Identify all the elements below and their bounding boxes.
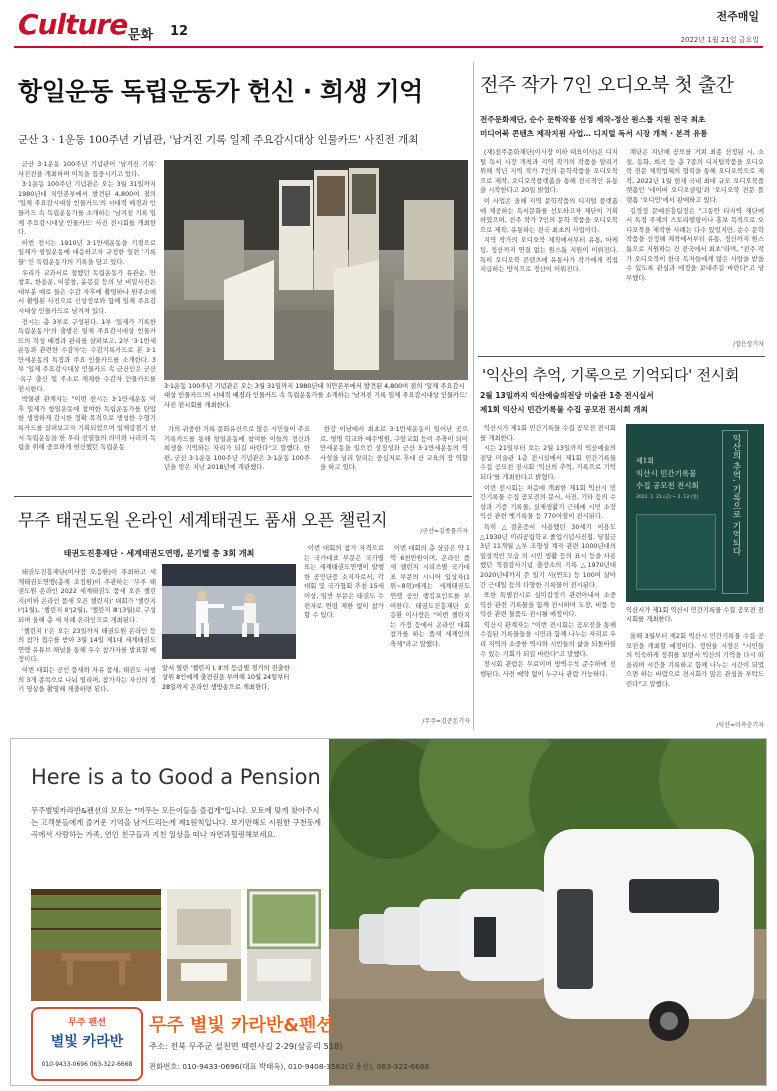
poster-line-3: 수집 공모전 전시회 <box>636 481 699 490</box>
exhibition-illustration <box>164 160 468 380</box>
article-col-1 <box>18 568 156 728</box>
photo-caption: 3·1운동 100주년 기념관은 오는 3월 31일까지 1980년대 치안본부에서 발견된 4,800여 점의 '일제 주요감시대상 인물카드'의 시대적 배경과 인물카드 속 독립운동가를 소개하는 '남겨진 기록 일제 주요감시대상 인물카드' 사진 전시회를 개최한다. <box>164 383 467 409</box>
headline: '익산의 추억, 기록으로 기억되다' 전시회 <box>482 366 740 384</box>
paragraph: 전시는 총 3부로 구성된다. 1부 '일제가 기록한 독립운동가'의 출발은 일제 주요감시대상 인물카드의 작성 배경과 관리를 살펴보고, 2부 '3·1만세운동과 관련한 수감자'는 수감기록카드로 본 3·1만세운동의 특징과 주요 인물카드를 소개한다. 3부 '일제 주요감시대상 인물카드 속 군산인은 군산·옥구 출신 및 주소로 게재한 수감자 인물카드를 전시한다. <box>18 317 156 393</box>
byline: /익산=이측춘기자 <box>716 722 764 729</box>
article-col-1 <box>480 148 618 348</box>
page-number: 12 <box>170 24 189 39</box>
subhead: 군산 3 · 1운동 100주년 기념관, '남겨진 기록 일제 주요감시대상 인물카드' 사진전 개최 <box>18 134 419 146</box>
logo-main-text: 별빛 카라반 <box>50 1034 124 1050</box>
paragraph: 우리가 교과서로 접했던 독립운동가 유관순, 안창호, 한용운, 이봉창, 윤봉길 등의 낮 비밀사진은 대부분 예로 들은 수감 자후에 촬영하나 원주소에서 촬영된 사진으로 신상정보와 함께 일제 주요감시대상 인물카드로 남겨져 있다. <box>18 268 156 315</box>
paragraph: 익산시 관계자는 "이번 전시회는 공모전을 통해 수집된 기록물들을 시민과 함께 나누는 자리로 우리 지역의 소중한 역사와 시민들의 삶을 되돌아볼 수 있는 기회가 되길 바란다"고 말했다. <box>480 620 616 658</box>
subhead: 2월 13일까지 익산예술의전당 미술관 1층 전시실서 <box>480 391 654 400</box>
business-name: 무주 별빛 카라반&펜션 <box>149 1015 334 1036</box>
interior-illustration-2 <box>247 889 321 1001</box>
deck-illustration <box>31 889 161 1001</box>
paragraph: 전시회 관람은 무료이며 방역수칙 준수하에 진행된다. 사전 예약 없이 누구나 관람 가능하다. <box>480 660 616 678</box>
article-taekwondo <box>14 500 472 732</box>
issue-date: 2022년 1월 21일 금요일 <box>680 36 759 44</box>
business-address: 주소: 전북 무주군 설천면 백련사길 2-29(삼공리 518) <box>149 1041 343 1051</box>
paragraph: 이번 대회는 공인 품새와 자유 품새, 태권도 시범의 3개 종목으로 나눠 열리며, 참가자는 자신의 경기 영상을 촬영해 제출하면 된다. <box>18 665 156 694</box>
headline: 전주 작가 7인 오디오북 첫 출간 <box>480 74 734 96</box>
article-col-2: 올해 3월부터 제2회 익산시 민간기록물 수집 공모전을 개최할 예정이다. 정헌율 시장은 "시민들의 익숙하게 정취를 보면서 익산의 기억을 다시 떠올리며 시간을 기록하고 함께 나누는 시간이 되었으면 하는 바람으로 전시회가 많은 관심을 부탁드린다"고 말했다. <box>626 632 764 688</box>
section-divider <box>14 496 472 497</box>
subhead: 전주문화재단, 순수 문학작품 선정 제작-정산 원스톱 지원 전국 최초 <box>480 115 706 124</box>
article-col-1 <box>18 160 156 530</box>
subhead: 태권도진흥재단 · 세계태권도연맹, 분기별 총 3회 개최 <box>63 549 255 558</box>
article-col-1 <box>480 424 616 730</box>
subhead-2: 미디어북 콘텐츠 제작지원 사업… 디지털 독서 시장 개척 · 본격 유통 <box>480 129 708 138</box>
paragraph: 재단은 지난해 공모를 거쳐 최종 선정된 시, 소설, 동화, 희곡 등 총 7종의 디지털작품을 오디오북 전문 제작업체의 협력을 통해 오디오북으로 제작, 2022년 1월 현재 국내 최대 규모 오디오북플랫폼인 '네이버 오디오클립'과 '오디오북 전문 플랫폼 '오디언'에서 판매하고 있다. <box>626 148 764 204</box>
poster-caption: 익산시가 제1회 익산시 민간기록물 수집 공모전 전시회를 개최한다. <box>626 607 764 624</box>
article-audiobook <box>478 62 765 352</box>
caravan-illustration <box>329 739 767 1086</box>
article-col-2: 이번 대회의 참가 자격으로는 국가대표 부문은 국가별 또는 세계태권도연맹이 발행한 공인단증 소지자로서, 각 대회 및 국가협회 추천 15세 이상, 일반 부문은 태권도 수련자로 연령 제한 없이 참가할 수 있다. <box>304 544 384 620</box>
paragraph: '챌린지 Ⅰ'은 오는 23일까지 태권도원 온라인 등의 참가 접수를 받아 3월 14일 제1대 세계태권도연맹 유튜브 채널을 통해 우수 참가자를 발표할 예정이다. <box>18 626 156 664</box>
byline: /무주=김준돈기자 <box>422 718 470 725</box>
interior-illustration-1 <box>167 889 241 1001</box>
subhead-2: 제1회 익산시 민간기록물 수집 공모전 전시회 개최 <box>480 405 648 414</box>
business-phones: 전화번호: 010-9433-0696(대표 박태옥), 010-9408-3582(오용선), 063-322-6668 <box>149 1062 430 1071</box>
article-col-2: 가의 귀중한 기록 문화유산으로 많은 시민들이 주요기록카드를 통해 항일운동에 참여한 이들의 정신과 희생을 기억하는 자리가 되길 바란다"고 말했다. 한편, 군산 3·1운동 100주년 기념관은 3·1운동 100주년을 맞은 지난 2018년에 개관했다. <box>164 425 310 472</box>
paragraph: 군산 3·1운동 100주년 기념관이 '남겨진 기록' 사진전을 개최하며 이목을 집중시키고 있다. <box>18 160 156 178</box>
paragraph: 특히 △결혼증서 사용했던 30세기 이용도 △1930년 이리공립학교 졸업기념사진첩, 당첨금 3년 11개월 △부 조형성 계자 관련 1000년대의 일상적인 모습 의 시민 생활 등의 표시 등을 사용했던 적절감사기념 출장소의 기록 △1970년대 2020년대까지 쓴 일기 사(연도) 등 100여 살아 간 근대일 등의 다양한 기록물이 전시된다. <box>480 522 616 589</box>
headline: 항일운동 독립운동가 헌신 · 희생 기억 <box>18 77 423 106</box>
paragraph: 박물관 관계자는 "이번 전시는 3·1만세운동 이후 일제가 항일운동에 참여한 독립운동가를 탄압한 생생하게 감시한 정확 목적으로 생성한 수형기록카드를 살펴보고자 기획되었으며 일제강점기 삼시 독립운동을 한 우리 선열들의 의미와 나라의 독립을 위해 중요하게 헌신했던 독립운동 <box>18 395 156 452</box>
pension-interior-photo-1 <box>167 889 241 1001</box>
byline: /장은상기자 <box>732 341 764 348</box>
poster-dates: 2022. 1. 21.(금) ~ 2. 13.(일) <box>636 495 699 500</box>
paragraph: 김경정 문예진흥팀장은 "그동안 타지역 재단에서 특정 주제의 스토리텔링이나 홍보 목적으로 오디오북을 제작한 사례는 다수 있었지만, 순수 문학작품을 선정해 제작에서부터 유통, 정산까지 원스톱으로 지원하는 건 전국에서 최초"라며, "전주 작가 오디오북이 한국 독자들에게 많은 사랑을 받을 수 있도록 관심과 애정을 보내주길 바란다"고 당부했다. <box>626 206 764 282</box>
poster-frame <box>722 430 748 594</box>
taekwondo-photo <box>162 564 296 659</box>
photo-caption: 앞서 열린 '챌린지 Ⅰ, Ⅱ'의 등급별 경기의 진출한 상위 8인에게 출전권을 부여해 10월 24일부터 28일까지 온라인 생방송으로 개최한다. <box>162 665 290 691</box>
headline: 무주 태권도원 온라인 세계태권도 품새 오픈 챌린지 <box>18 511 388 531</box>
article-col-3: 한강 이남에서 최초로 3·1만세운동이 일어난 곳으로, 영명 학교와 예수병원, 구암교회 등이 주축이 되어 만세운동을 일으킨 상징성과 군산 3·1만세운동의 역사성을 널리 알리는 중심지로 후대 산 교육의 장 역할을 하고 있다. <box>320 425 468 472</box>
poster-line-2: 익산시 민간기록물 <box>636 469 697 478</box>
pension-advertisement <box>10 738 767 1086</box>
poster-vertical-title: 익산의 추억, 기록으로 기억되다 <box>731 434 741 556</box>
paragraph: 이번 전시회는 처음에 개최한 제1회 익산시 민간기록물 수집 공모전의 문서, 사진, 기타 등의 수상과 기증 기록물, 실제생활기 근래에 시민 소장 익산 관련 옛기록물 등 770여점이 전시된다. <box>480 483 616 521</box>
paragraph: 3·1운동 100주년 기념관은 오는 3월 31일까지 1980년대 치안본부에서 발견된 4,800여 점의 '일제 주요감시대상 인물카드'의 시대적 배경과 인물카드 속 독립운동가를 소개하는 '남겨진 기록 일제 주요감시대상 인물카드' 사진 전시회를 개최한다. <box>18 180 156 237</box>
header-rule <box>14 46 763 48</box>
section-logo-text: Culture <box>18 8 128 41</box>
pension-interior-photo-2 <box>247 889 321 1001</box>
paragraph: 태권도진흥재단(이사장 오응환)이 주최하고 세계태권도연맹(총재 조정원)이 주관하는 '무주 태권도원 온라인 2022 세계태권도 품새 오픈 챌린지(이하 온라인 품새 오픈 챌린지)' 대회가 '챌린지 Ⅰ'(1월), '챌린지 Ⅱ'(2월), '챌린지 Ⅲ'(3월)로 구성되며 올해 총 세 차례 온라인으로 개최된다. <box>18 568 156 624</box>
exhibition-poster <box>626 424 764 602</box>
page-header <box>0 0 777 52</box>
paragraph: 지역 작가의 오디오북 제작에서부터 유통, 마케팅, 정산까지 연결 없는 원스톱 지원이 이뤄진다. 특히 오디오북 콘텐츠에 유통사가 작가에게 직접 지급하는 방식으로 정산이 이뤄진다. <box>480 236 618 274</box>
logo-top-text: 무주 펜션 <box>68 1018 106 1028</box>
article-iksan <box>478 360 765 732</box>
section-korean: 문화 <box>128 28 154 43</box>
paragraph: 시는 21일부터 오는 2월 13일까지 익산예술의전당 미술관 1층 전시실에서 제1회 민간기록물 수집 공모전 전시회 '익산의 추억, 기록으로 기억되다'를 개최한다고 밝혔다. <box>480 444 616 481</box>
pension-deck-photo <box>31 889 161 1001</box>
article-col-3: 이번 대회의 총 상금은 약 1억 6천만원이며, 온라인 품새 챌린지 시리즈별 국가대표 부문의 시니어 입상자(1위~8위)에게는 세계태권도연맹 공인 랭킹포인트를 부여한다. 태권도진흥재단 오응환 이사장은 "이번 챌린지는 가정 등에서 온라인 대회 참가를 하는 품새 세계인의 축제"라고 말했다. <box>390 544 470 648</box>
section-divider <box>478 356 765 357</box>
poster-archive-box <box>636 514 716 590</box>
taekwondo-illustration <box>162 564 296 659</box>
section-logo <box>18 8 127 41</box>
ad-body: 무주별빛카라반&펜션의 모토는 "머무는 모든이들을 즐겁게"입니다. 모토에 맞게 찾아주시는 고객분들에게 즐거운 기억을 남겨드리는게 제1원칙입니다. 보기만해도 시원한 구천동계곡에서 사랑하는 가족, 연인 친구들과 지친 일상을 떠나 자연과힐링해보세요. <box>31 806 322 839</box>
paragraph: 익산시가 제1회 민간기록물 수집 공모전 전시회를 개최한다. <box>480 424 616 442</box>
paragraph: 또한 특별전시로 심미감정기 관련아내서 소중 익산 관련 기록물을 함께 전시하며 도장, 비품 등 익산 관련 물품도 전시될 예정이다. <box>480 591 616 619</box>
column-divider <box>473 62 474 730</box>
article-col-2 <box>626 148 764 338</box>
byline: /군산=김종률기자 <box>420 528 468 535</box>
paper-name: 전주매일 <box>716 10 759 23</box>
logo-phone-text: 010-9433-0696 063-322-6668 <box>41 1061 133 1068</box>
poster-line-1: 제1회 <box>636 457 654 465</box>
paragraph: (재)전주문화재단(이사장 이하 대표이사)은 디지털 독서 시장 개척과 지역 작가의 작품을 알리기 위해 작년 지역 작가 7인의 문학작품을 오디오북으로 제작, 오디오북플랫폼을 통해 전국적인 유통을 시작한다고 20일 밝혔다. <box>480 148 618 195</box>
ad-title: Here is a to Good a Pension <box>31 765 321 789</box>
exhibition-photo <box>164 160 468 380</box>
paragraph: 이 사업은 올해 지역 문학작품의 디지털 플랫폼에 제공하는 독서문화를 선도하고자 재단이 기획하였으며, 전주 작가 7인의 문학 작품을 오디오북으로 제작, 유통하는 전국 최초의 사업이다. <box>480 196 618 234</box>
pension-logo <box>31 1007 143 1081</box>
caravan-photo <box>329 739 767 1086</box>
paragraph: 이번 전시는 1910년 3·1만세운동을 기점으로 일제가 항일운동에 대응하고자 규정한 일련 '기록물' 인 독립운동가의 기록을 담고 있다. <box>18 238 156 266</box>
